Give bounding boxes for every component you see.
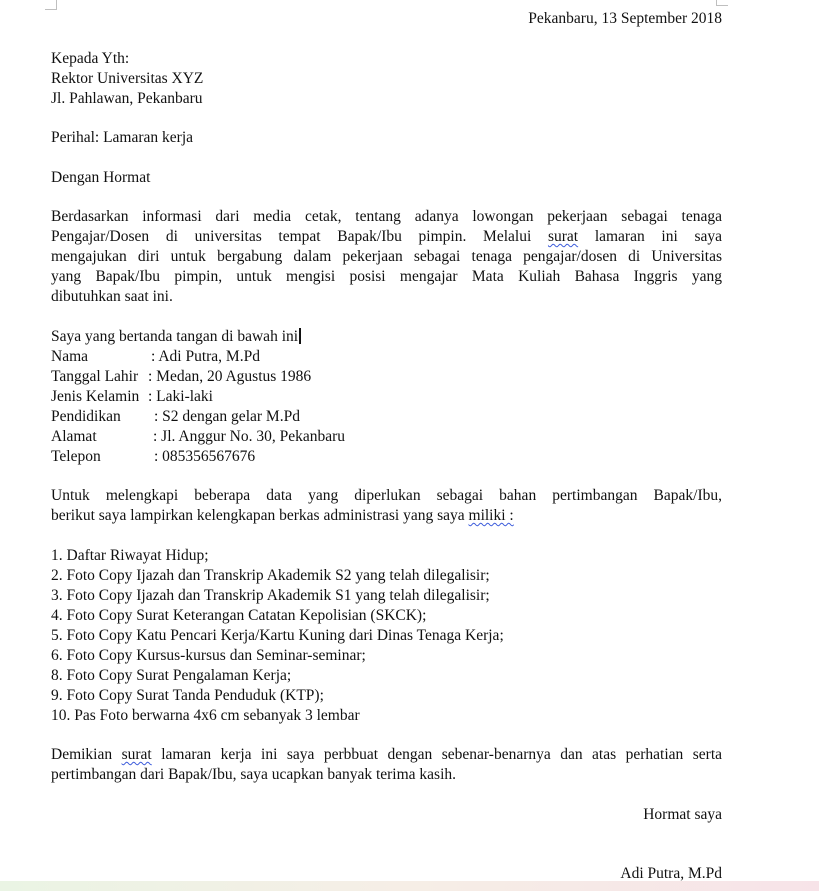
attachment-item: 5. Foto Copy Katu Pencari Kerja/Kartu Kuning dari Dinas Tenaga Kerja; [51, 626, 504, 644]
field-label: Alamat [51, 427, 97, 445]
field-label: Pendidikan [51, 407, 121, 425]
text-cursor [299, 328, 301, 344]
attachment-item: 3. Foto Copy Ijazah dan Transkrip Akademik S1 yang telah dilegalisir; [51, 586, 490, 604]
identity-row-jenis-kelamin [51, 387, 722, 407]
closing-line: Demikian surat lamaran kerja ini saya perbbuat dengan sebenar-benarnya dan atas perhatian serta [51, 746, 723, 763]
identity-row-alamat [51, 427, 722, 447]
intro-line: Pengajar/Dosen di universitas tempat Bapak/Ibu pimpin. Melalui surat lamaran ini saya [51, 228, 723, 245]
attachment-item: 2. Foto Copy Ijazah dan Transkrip Akademik S2 yang telah dilegalisir; [51, 566, 490, 584]
recipient-line: Rektor Universitas XYZ [51, 69, 204, 87]
attachment-item: 8. Foto Copy Surat Pengalaman Kerja; [51, 666, 292, 684]
spellcheck-flagged-word[interactable]: surat [121, 746, 152, 763]
identity-row-pendidikan [51, 407, 722, 427]
margin-corner-mark [716, 0, 728, 6]
field-value: : Adi Putra, M.Pd [151, 347, 260, 365]
recipient-line: Kepada Yth: [51, 49, 130, 67]
identity-row-telepon [51, 447, 722, 467]
recipient-line: Jl. Pahlawan, Pekanbaru [51, 89, 203, 107]
greeting: Dengan Hormat [51, 168, 151, 186]
attachment-item: 10. Pas Foto berwarna 4x6 cm sebanyak 3 lembar [51, 706, 360, 724]
field-label: Tanggal Lahir [51, 367, 139, 385]
identity-row-nama [51, 347, 722, 367]
field-value: : Laki-laki [148, 387, 213, 405]
field-label: Nama [51, 347, 89, 365]
identity-intro: Saya yang bertanda tangan di bawah ini [51, 327, 722, 347]
intro-line: yang Bapak/Ibu pimpin, untuk mengisi posisi mengajar Mata Kuliah Bahasa Inggris yang [51, 268, 722, 285]
identity-row-tanggal-lahir [51, 367, 722, 387]
field-value: : 085356567676 [154, 447, 256, 465]
closing-line: pertimbangan dari Bapak/Ibu, saya ucapkan banyak terima kasih. [51, 766, 457, 783]
intro-line: dibutuhkan saat ini. [51, 288, 173, 305]
signature-name: Adi Putra, M.Pd [620, 864, 722, 882]
letter-body[interactable] [51, 9, 722, 884]
attachment-item: 9. Foto Copy Surat Tanda Penduduk (KTP); [51, 686, 324, 704]
attachment-intro-line: Untuk melengkapi beberapa data yang diperlukan sebagai bahan pertimbangan Bapak/Ibu, [51, 487, 722, 504]
intro-line: mengajukan diri untuk bergabung dalam pekerjaan sebagai tenaga pengajar/dosen di Universitas [51, 248, 722, 265]
attachment-item: 4. Foto Copy Surat Keterangan Catatan Kepolisian (SKCK); [51, 606, 427, 624]
intro-line: Berdasarkan informasi dari media cetak, tentang adanya lowongan pekerjaan sebagai tenaga [51, 208, 722, 225]
spellcheck-flagged-word[interactable]: surat [547, 228, 579, 245]
field-value: : Jl. Anggur No. 30, Pekanbaru [153, 427, 346, 445]
subject-line: Perihal: Lamaran kerja [51, 129, 194, 146]
field-label: Telepon [51, 447, 101, 465]
place-date: Pekanbaru, 13 September 2018 [528, 10, 722, 27]
sign-off: Hormat saya [643, 805, 722, 823]
bottom-edge-strip [0, 881, 819, 891]
attachment-item: 6. Foto Copy Kursus-kursus dan Seminar-seminar; [51, 646, 366, 664]
spellcheck-flagged-word[interactable]: miliki : [468, 507, 514, 524]
attachment-intro-line: berikut saya lampirkan kelengkapan berkas administrasi yang saya miliki : [51, 507, 514, 524]
field-label: Jenis Kelamin [51, 387, 140, 405]
attachment-item: 1. Daftar Riwayat Hidup; [51, 546, 209, 564]
field-value: : Medan, 20 Agustus 1986 [148, 367, 312, 385]
field-value: : S2 dengan gelar M.Pd [154, 407, 300, 425]
